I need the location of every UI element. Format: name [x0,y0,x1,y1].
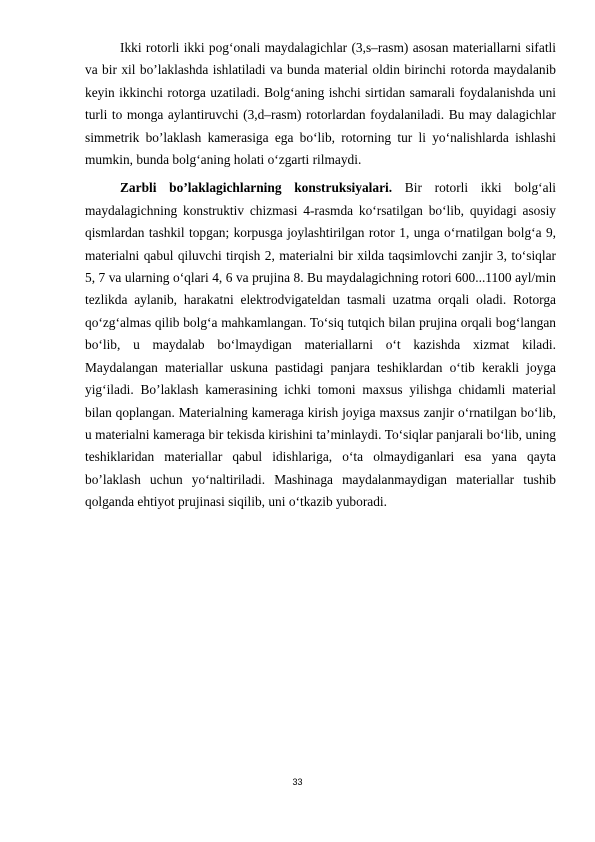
paragraph-text: Ikki rotorli ikki pog‘onali maydalagichlar (3,s–rasm) asosan materiallarni sifatli va bir xil bo’laklashda ishlatiladi va bunda material oldin birinchi rotorda maydalanib keyin ikkinchi rotorga uzatiladi. Bolg‘aning ishchi sirtidan samarali foydalanishda uni turli to monga aylantiruvchi (3,d–rasm) rotorlardan foydalaniladi. Bu may dalagichlar simmetrik bo’laklash kamerasiga ega bo‘lib, rotorning tur li yo‘nalishlarda ishlashi mumkin, bunda bolg‘aning holati o‘zgarti rilmaydi. [85,40,556,168]
document-page [85,37,556,514]
paragraph-constructions [85,177,556,513]
paragraph-text: Bir rotorli ikki bolg‘ali maydalagichning konstruktiv chizmasi 4-rasmda ko‘rsatilgan bo‘lib, quyidagi asosiy qismlardan tashkil topgan; korpusga joylashtirilgan rotor 1, unga o‘rnatilgan bolg‘a 9, materialni qabul qiluvchi tirqish 2, materialni bir xilda taqsimlovchi zanjir 3, to‘siqlar 5, 7 va ularning o‘qlari 4, 6 va prujina 8. Bu maydalagichning rotori 600...1100 ayl/min tezlikda aylanib, harakatni elektrodvigateldan tasmali uzatma orqali oladi. Rotorga qo‘zg‘almas qilib bolg‘a mahkamlangan. To‘siq tutqich bilan prujina orqali bog‘langan bo‘lib, u maydalab bo‘lmaydigan materiallarni o‘t kazishda xizmat kiladi. Maydalangan materiallar uskuna pastidagi panjara teshiklardan o‘tib kerakli joyga yig‘iladi. Bo’laklash kamerasining ichki tomoni maxsus yilishga chidamli material bilan qoplangan. Materialning kameraga kirish joyiga maxsus zanjir o‘rnatilgan bo‘lib, u materialni kameraga bir tekisda kirishini ta’minlaydi. To‘siqlar panjarali bo‘lib, uning teshiklaridan materiallar qabul idishlariga, o‘ta olmaydiganlari esa yana qayta bo’laklash uchun yo‘naltiriladi. Mashinaga maydalanmaydigan materiallar tushib qolganda ehtiyot prujinasi siqilib, uni o‘tkazib yuboradi. [85,180,557,510]
section-heading: Zarbli bo’laklagichlarning konstruksiyalari. [120,180,393,196]
paragraph-rotor-types [85,37,556,171]
page-number: 33 [292,777,303,787]
